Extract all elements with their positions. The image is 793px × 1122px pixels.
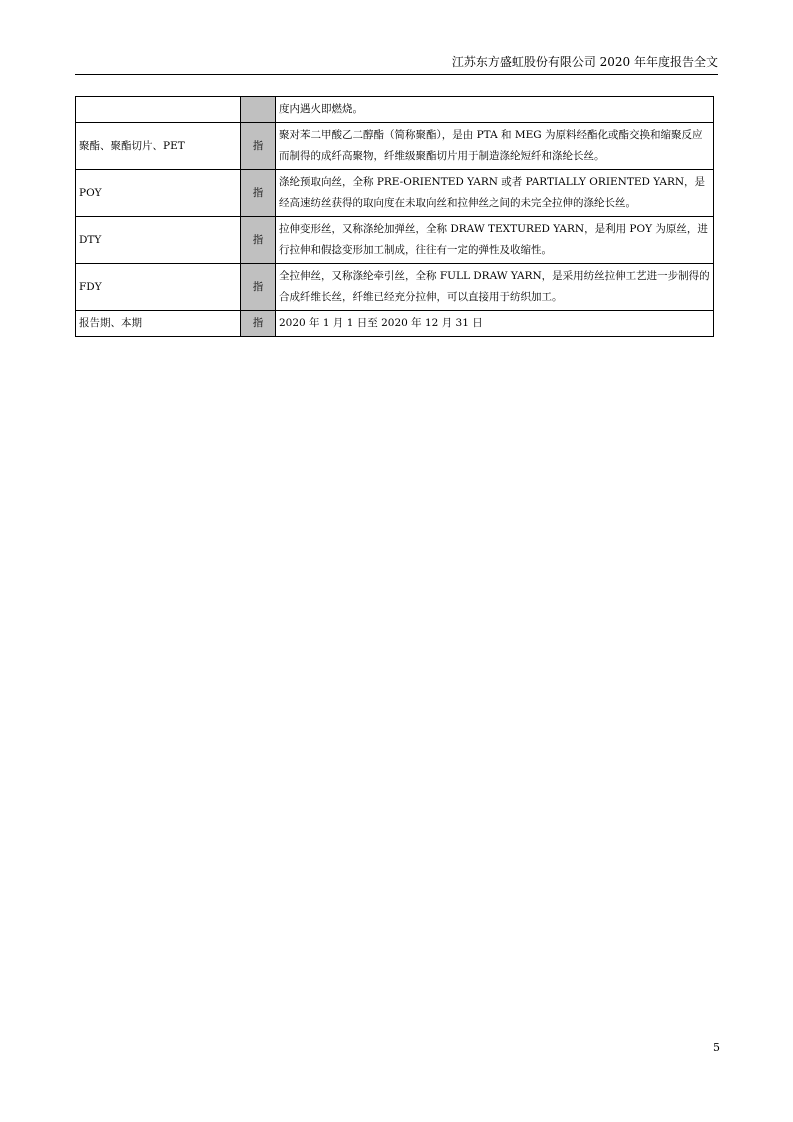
table-row bbox=[76, 217, 714, 264]
definitions-table bbox=[75, 96, 714, 337]
term-cell: FDY bbox=[76, 264, 241, 311]
table-row bbox=[76, 123, 714, 170]
table-row bbox=[76, 97, 714, 123]
definition-cell: 全拉伸丝，又称涤纶牵引丝，全称 FULL DRAW YARN，是采用纺丝拉伸工艺进一步制得的合成纤维长丝，纤维已经充分拉伸，可以直接用于纺织加工。 bbox=[276, 264, 714, 311]
ref-cell: 指 bbox=[241, 264, 276, 311]
definition-cell: 聚对苯二甲酸乙二醇酯（简称聚酯），是由 PTA 和 MEG 为原料经酯化或酯交换和缩聚反应而制得的成纤高聚物，纤维级聚酯切片用于制造涤纶短纤和涤纶长丝。 bbox=[276, 123, 714, 170]
definition-cell: 涤纶预取向丝，全称 PRE-ORIENTED YARN 或者 PARTIALLY ORIENTED YARN，是经高速纺丝获得的取向度在未取向丝和拉伸丝之间的未完全拉伸的涤纶长丝。 bbox=[276, 170, 714, 217]
term-cell: 聚酯、聚酯切片、PET bbox=[76, 123, 241, 170]
ref-cell: 指 bbox=[241, 123, 276, 170]
table-row bbox=[76, 264, 714, 311]
report-title: 江苏东方盛虹股份有限公司 2020 年年度报告全文 bbox=[451, 55, 718, 69]
definition-cell: 度内遇火即燃烧。 bbox=[276, 97, 714, 123]
ref-cell: 指 bbox=[241, 311, 276, 337]
table-row bbox=[76, 170, 714, 217]
definition-cell: 拉伸变形丝，又称涤纶加弹丝，全称 DRAW TEXTURED YARN，是利用 POY 为原丝，进行拉伸和假捻变形加工制成，往往有一定的弹性及收缩性。 bbox=[276, 217, 714, 264]
term-cell: DTY bbox=[76, 217, 241, 264]
table-row bbox=[76, 311, 714, 337]
ref-cell bbox=[241, 97, 276, 123]
term-cell: 报告期、本期 bbox=[76, 311, 241, 337]
term-cell: POY bbox=[76, 170, 241, 217]
term-cell bbox=[76, 97, 241, 123]
page-number: 5 bbox=[713, 1041, 720, 1054]
definition-cell: 2020 年 1 月 1 日至 2020 年 12 月 31 日 bbox=[276, 311, 714, 337]
ref-cell: 指 bbox=[241, 170, 276, 217]
ref-cell: 指 bbox=[241, 217, 276, 264]
page-header bbox=[75, 54, 718, 75]
